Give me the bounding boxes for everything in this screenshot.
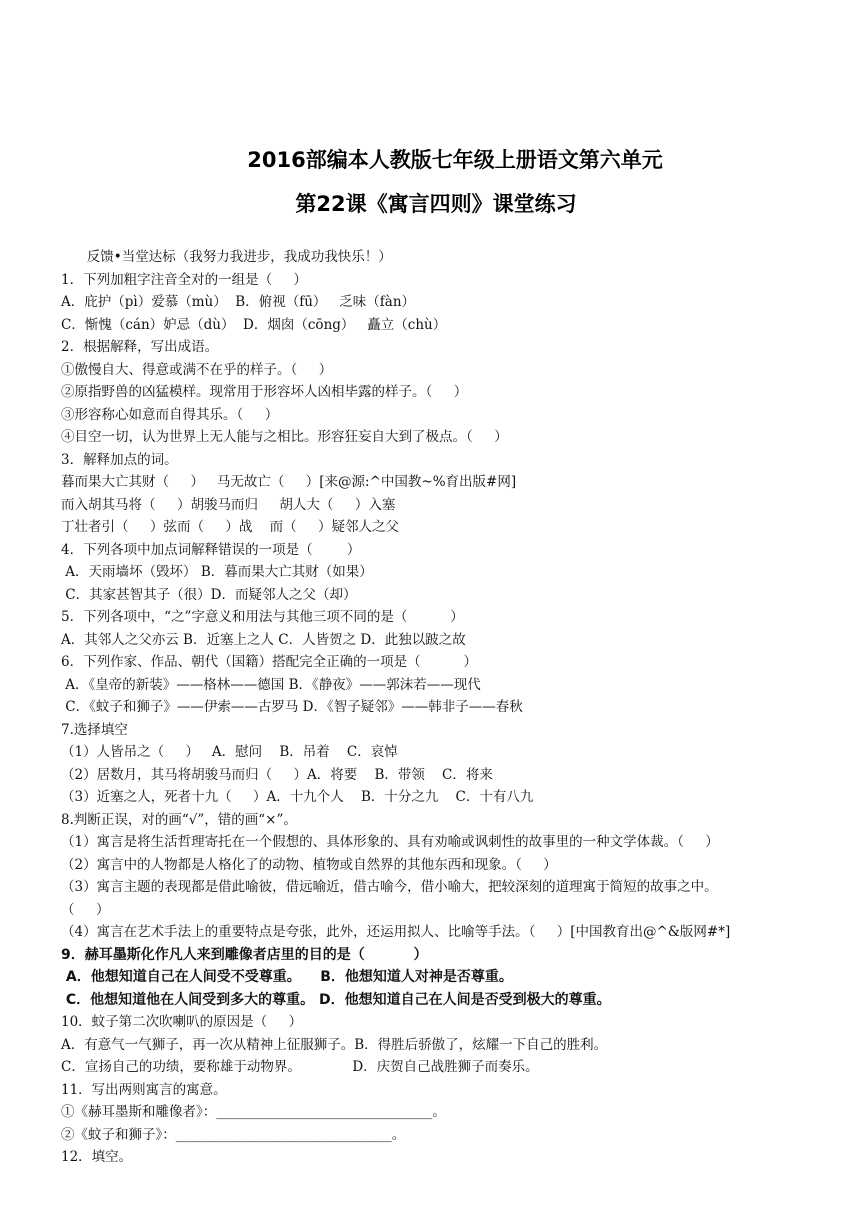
text-line: （ ） — [61, 901, 110, 918]
exercise-body — [61, 246, 806, 1169]
text-line: A．有意气一气狮子，再一次从精神上征服狮子。B．得胜后骄傲了，炫耀一下自己的胜利。 — [61, 1036, 608, 1053]
text-line: 4．下列各项中加点词解释错误的一项是（ ） — [61, 541, 361, 558]
text-line: A．他想知道自己在人间受不受尊重。 B．他想知道人对神是否尊重。 — [61, 969, 513, 985]
text-line: ③形容称心如意而自得其乐。（ ） — [61, 406, 279, 423]
text-line: 6．下列作家、作品、朝代（国籍）搭配完全正确的一项是（ ） — [61, 654, 478, 670]
text-line: 丁壮者引（ ）弦而（ ）战 而（ ）疑邻人之父 — [61, 519, 400, 535]
text-line: ①《赫耳墨斯和雕像者》：________________________________。 — [61, 1104, 446, 1120]
text-line: C．他想知道他在人间受到多大的尊重。 D．他想知道自己在人间是否受到极大的尊重。 — [61, 991, 611, 1008]
text-line: （2）寓言中的人物都是人格化了的动物、植物或自然界的其他东西和现象。（ ） — [61, 856, 557, 873]
text-line: ④目空一切，认为世界上无人能与之相比。形容狂妄自大到了极点。（ ） — [61, 429, 508, 445]
text-line: ②《蚊子和狮子》：________________________________。 — [61, 1126, 406, 1143]
text-line: 反馈•当堂达标（我努力我进步，我成功我快乐！） — [61, 249, 392, 265]
text-line: （3）寓言主题的表现都是借此喻彼，借远喻近，借古喻今，借小喻大，把较深刻的道理寓于简短的故事之中。 — [61, 879, 718, 895]
text-line: 暮而果大亡其财（ ） 马无故亡（ ）[来@源:^中国教~%育出版#网] — [61, 474, 517, 490]
text-line: （2）居数月，其马将胡骏马而归（ ）A．将要 B．带领 C．将来 — [61, 766, 493, 783]
text-line: C．宣扬自己的功绩，要称雄于动物界。 D．庆贺自己战胜狮子而奏乐。 — [61, 1059, 539, 1075]
text-line: 5．下列各项中，“之”字意义和用法与其他三项不同的是（ ） — [61, 609, 464, 625]
text-line: ②原指野兽的凶猛模样。现常用于形容坏人凶相毕露的样子。（ ） — [61, 384, 468, 400]
text-line: A．其邻人之父亦云 B．近塞上之人 C．人皆贺之 D．此独以跛之故 — [61, 631, 466, 648]
text-line: ①傲慢自大、得意或满不在乎的样子。（ ） — [61, 361, 333, 378]
text-line: （3）近塞之人，死者十九（ ）A．十九个人 B．十分之九 C．十有八九 — [61, 789, 534, 805]
lesson-subtitle: 第22课《寓言四则》课堂练习 — [295, 192, 577, 216]
document-title: 2016部编本人教版七年级上册语文第六单元 — [247, 148, 663, 172]
text-line: 9．赫耳墨斯化作凡人来到雕像者店里的目的是（ ） — [61, 946, 428, 963]
text-line: 7.选择填空 — [61, 721, 128, 738]
text-line: 1．下列加粗字注音全对的一组是（ ） — [61, 271, 308, 288]
text-line: 10．蚊子第二次吹喇叭的原因是（ ） — [61, 1014, 303, 1030]
text-line: 8.判断正误，对的画“√”，错的画“×”。 — [61, 811, 297, 828]
text-line: 2．根据解释，写出成语。 — [61, 339, 219, 355]
text-line: C．惭愧（cán）妒忌（dù） D．烟囱（cōng） 矗立（chù） — [61, 316, 447, 333]
text-line: A．天雨墙坏（毁坏） B．暮而果大亡其财（如果） — [61, 564, 373, 580]
text-line: （4）寓言在艺术手法上的重要特点是夸张，此外，还运用拟人、比喻等手法。（ ）[中国教育出@^&版网#*] — [61, 924, 731, 940]
text-line: A．《皇帝的新装》——格林——德国 B．《静夜》——郭沫若——现代 — [61, 676, 481, 693]
text-line: A．庇护（pì）爱慕（mù） B．俯视（fū） 乏味（fàn） — [61, 294, 416, 310]
text-line: C．《蚊子和狮子》——伊索——古罗马 D．《智子疑邻》——韩非子——春秋 — [61, 699, 523, 715]
text-line: （1）寓言是将生活哲理寄托在一个假想的、具体形象的、具有劝喻或讽刺性的故事里的一种文学体裁。（ ） — [61, 834, 719, 850]
text-line: 3．解释加点的词。 — [61, 451, 178, 468]
text-line: （1）人皆吊之（ ） A．慰问 B．吊着 C．哀悼 — [61, 744, 398, 760]
text-line: 12．填空。 — [61, 1149, 133, 1165]
text-line: 而入胡其马将（ ）胡骏马而归 胡人大（ ）入塞 — [61, 496, 396, 513]
text-line: C．其家甚智其子（很）D．而疑邻人之父（却） — [61, 586, 357, 603]
text-line: 11．写出两则寓言的寓意。 — [61, 1081, 227, 1098]
